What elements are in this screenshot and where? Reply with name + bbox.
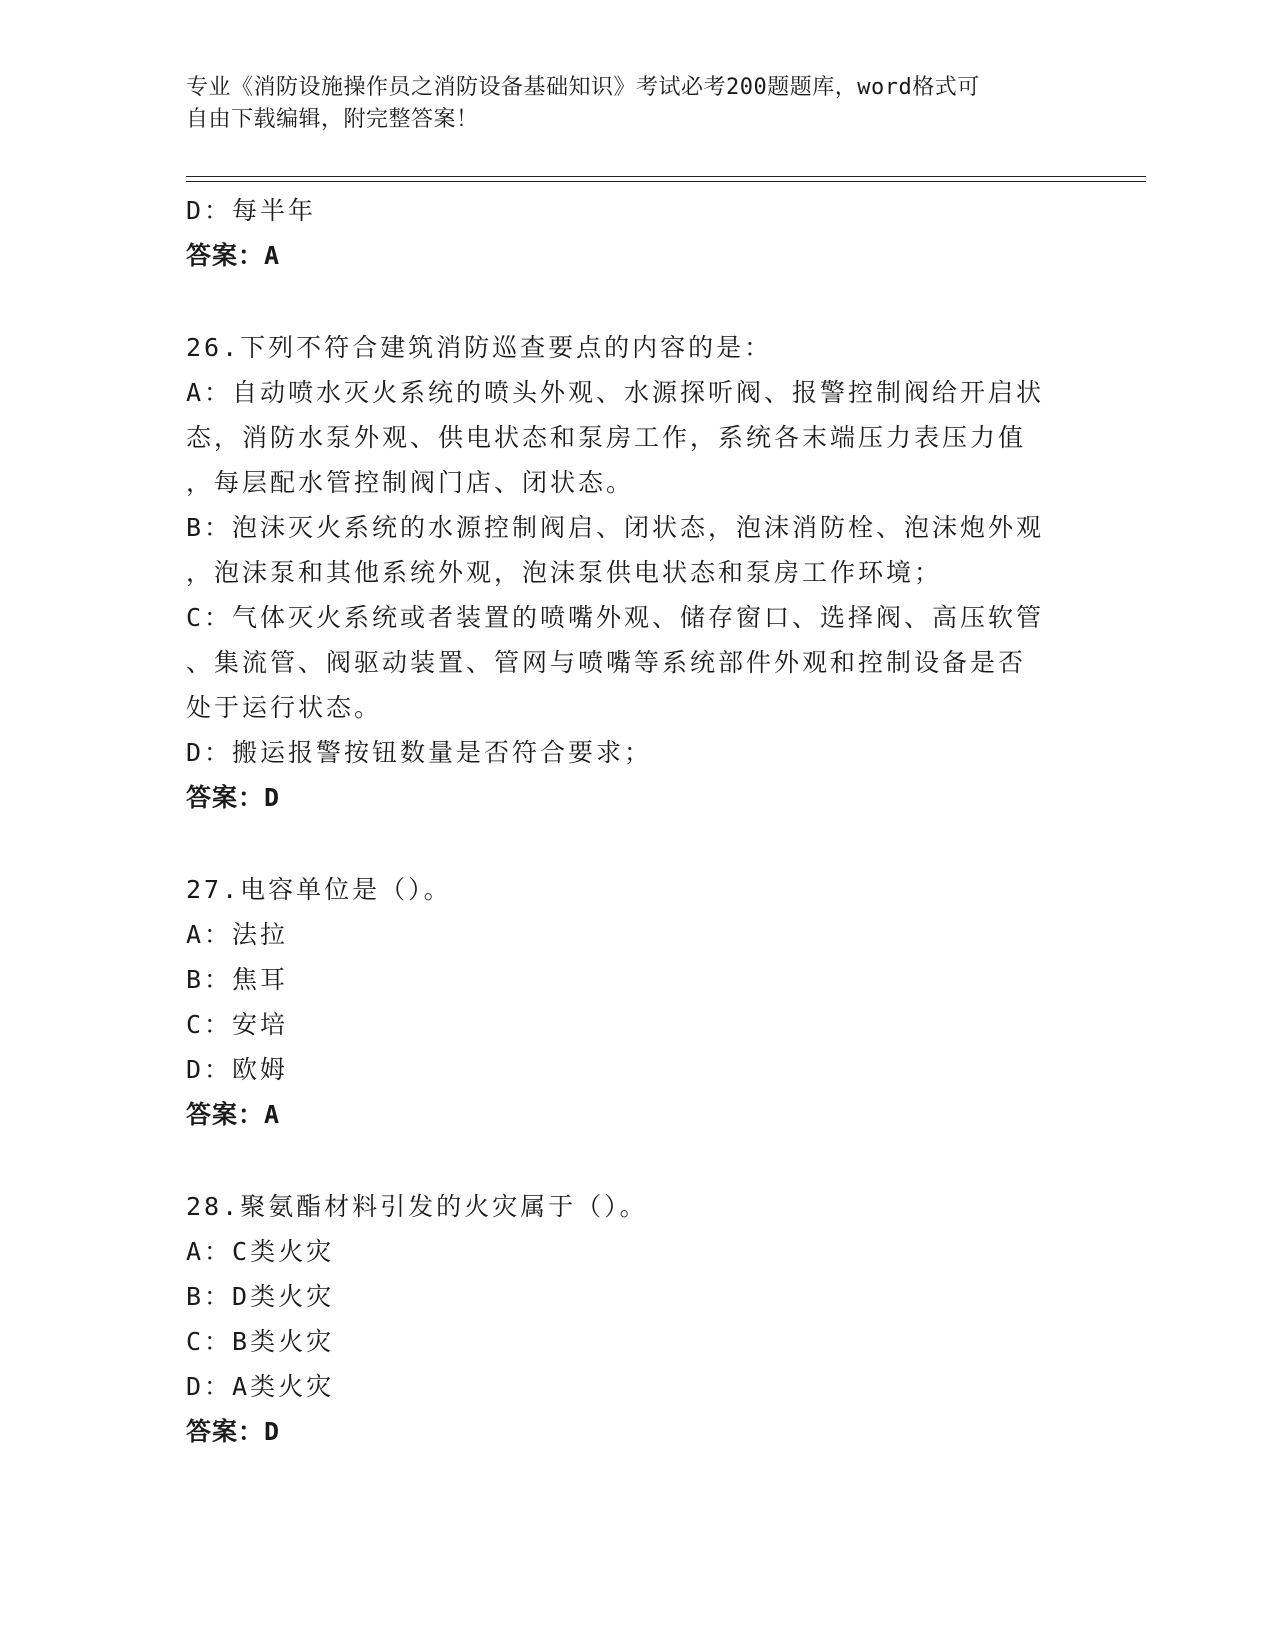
header-line-1: 专业《消防设施操作员之消防设备基础知识》考试必考200题题库，word格式可 xyxy=(186,75,980,100)
answer-line: 答案：D xyxy=(186,783,281,812)
spacer xyxy=(186,278,1086,325)
option-d: D：A类火灾 xyxy=(186,1372,335,1401)
question-27-stem: 27.电容单位是（）。 xyxy=(186,875,452,904)
answer-line: 答案：A xyxy=(186,241,281,270)
previous-question-tail xyxy=(186,188,1086,278)
question-list xyxy=(186,188,1086,1454)
header-line-2: 自由下载编辑，附完整答案！ xyxy=(186,107,479,132)
option-b: B：焦耳 xyxy=(186,965,289,994)
option-a: A：C类火灾 xyxy=(186,1237,335,1266)
option-a: A：自动喷水灭火系统的喷头外观、水源探听阀、报警控制阀给开启状 xyxy=(186,378,1045,407)
option-c-continued: 、集流管、阀驱动装置、管网与喷嘴等系统部件外观和控制设备是否 xyxy=(186,648,1027,677)
document-header xyxy=(186,72,1066,136)
header-rule-top xyxy=(186,176,1146,177)
spacer xyxy=(186,1137,1086,1184)
option-d: D：每半年 xyxy=(186,196,317,225)
option-c-continued: 处于运行状态。 xyxy=(186,693,383,722)
option-b-continued: ，泡沫泵和其他系统外观，泡沫泵供电状态和泵房工作环境； xyxy=(186,558,943,587)
option-b: B：D类火灾 xyxy=(186,1282,335,1311)
option-a: A：法拉 xyxy=(186,920,289,949)
question-27 xyxy=(186,867,1086,1137)
spacer xyxy=(186,820,1086,867)
answer-line: 答案：D xyxy=(186,1417,281,1446)
option-a-continued: 态，消防水泵外观、供电状态和泵房工作，系统各末端压力表压力值 xyxy=(186,423,1027,452)
question-28 xyxy=(186,1184,1086,1454)
header-rule-bottom xyxy=(186,181,1146,182)
option-c: C：B类火灾 xyxy=(186,1327,335,1356)
question-26-stem: 26.下列不符合建筑消防巡查要点的内容的是： xyxy=(186,333,773,362)
option-a-continued: ，每层配水管控制阀门店、闭状态。 xyxy=(186,468,635,497)
option-d: D：欧姆 xyxy=(186,1055,289,1084)
answer-line: 答案：A xyxy=(186,1100,281,1129)
option-c: C：安培 xyxy=(186,1010,289,1039)
question-28-stem: 28.聚氨酯材料引发的火灾属于（）。 xyxy=(186,1192,648,1221)
option-c: C：气体灭火系统或者装置的喷嘴外观、储存窗口、选择阀、高压软管 xyxy=(186,603,1045,632)
question-26 xyxy=(186,325,1086,820)
option-b: B：泡沫灭火系统的水源控制阀启、闭状态，泡沫消防栓、泡沫炮外观 xyxy=(186,513,1045,542)
option-d: D：搬运报警按钮数量是否符合要求； xyxy=(186,738,653,767)
